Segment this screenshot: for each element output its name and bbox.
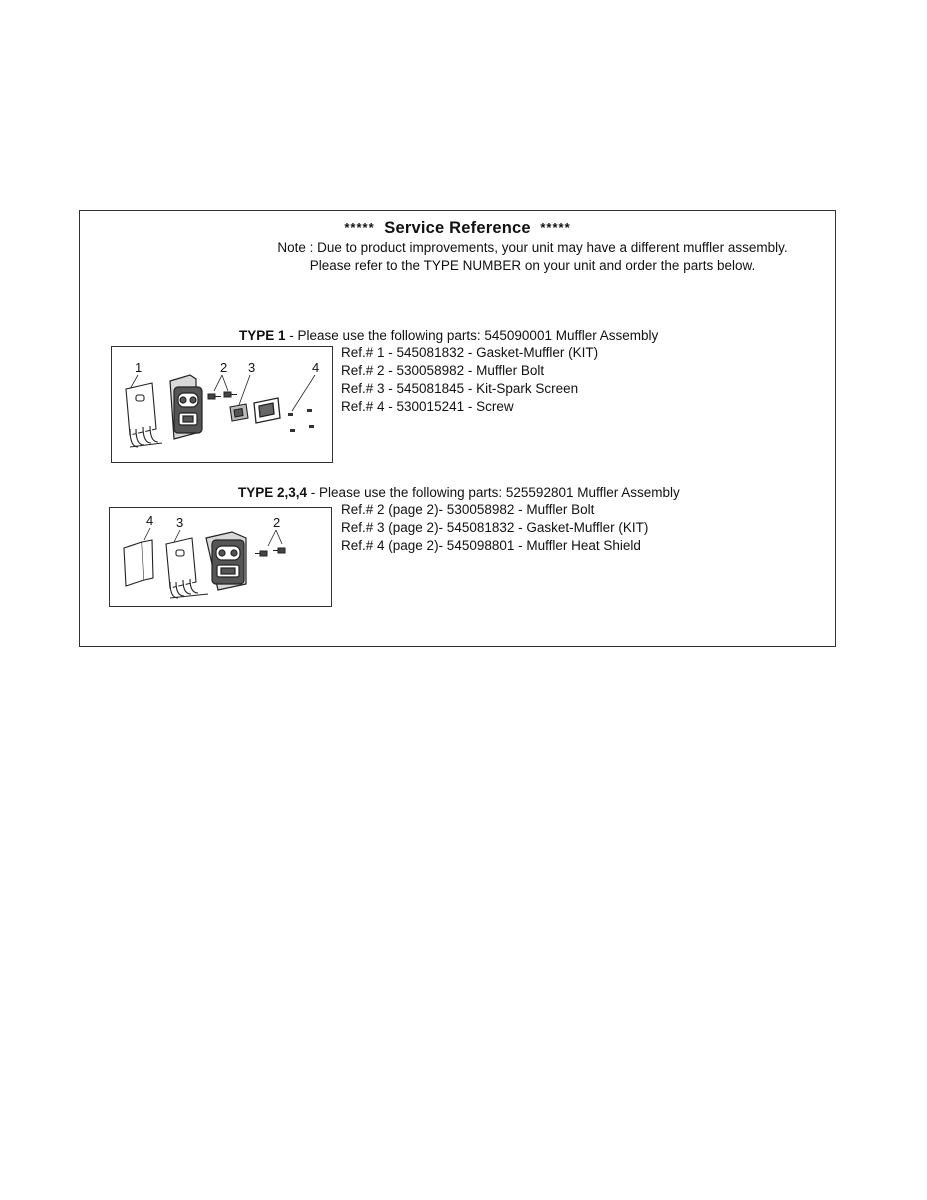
screws-shape — [288, 409, 314, 432]
type1-callout-2: 2 — [220, 360, 228, 375]
type1-ref-4: Ref.# 4 - 530015241 - Screw — [341, 399, 514, 414]
type1-callout-4: 4 — [312, 360, 320, 375]
type1-callout-3: 3 — [248, 360, 256, 375]
heat-shield-small-shape — [124, 540, 153, 586]
type1-ref-2: Ref.# 2 - 530058982 - Muffler Bolt — [341, 363, 545, 378]
type234-ref-2: Ref.# 2 (page 2)- 530058982 - Muffler Bolt — [341, 502, 595, 517]
gasket-shape — [254, 398, 280, 423]
type1-parts-illustration — [112, 347, 334, 464]
note-line-2: Please refer to the TYPE NUMBER on your unit and order the parts below. — [309, 258, 756, 273]
type234-ref-4: Ref.# 4 (page 2)- 545098801 - Muffler Heat Shield — [341, 538, 641, 553]
type1-diagram — [111, 346, 333, 463]
type234-label: TYPE 2,3,4 — [238, 485, 308, 500]
bolts-shape — [208, 392, 237, 399]
type234-ref-list — [341, 501, 648, 555]
bolts-2-shape — [255, 548, 285, 556]
title-stars-left: ***** — [344, 220, 375, 235]
type234-diagram — [109, 507, 332, 607]
type234-heading — [238, 485, 680, 500]
service-reference-box — [79, 210, 836, 647]
bracket-shape — [166, 538, 208, 598]
type234-text: - Please use the following parts: 525592801 Muffler Assembly — [307, 485, 680, 500]
type1-ref-3: Ref.# 3 - 545081845 - Kit-Spark Screen — [341, 381, 579, 396]
type1-ref-1: Ref.# 1 - 545081832 - Gasket-Muffler (KIT) — [341, 345, 599, 360]
muffler-body-shape — [170, 375, 202, 439]
title-text: Service Reference — [384, 219, 531, 237]
section-title — [80, 219, 835, 238]
title-stars-right: ***** — [540, 220, 571, 235]
type1-ref-list — [341, 344, 598, 416]
type234-callout-3: 3 — [176, 515, 184, 530]
type1-callout-1: 1 — [135, 360, 143, 375]
type234-callout-2: 2 — [273, 515, 281, 530]
heat-shield-shape — [126, 383, 162, 447]
type1-heading — [239, 328, 658, 343]
type1-label: TYPE 1 — [239, 328, 286, 343]
type234-callout-4: 4 — [146, 513, 154, 528]
spark-screen-shape — [230, 404, 248, 421]
note-line-1: Note : Due to product improvements, your unit may have a different muffler assembly. — [277, 240, 788, 255]
type1-text: - Please use the following parts: 545090001 Muffler Assembly — [285, 328, 659, 343]
type234-parts-illustration — [110, 508, 333, 608]
muffler-body-2-shape — [206, 532, 246, 590]
type234-ref-3: Ref.# 3 (page 2)- 545081832 - Gasket-Muffler (KIT) — [341, 520, 649, 535]
